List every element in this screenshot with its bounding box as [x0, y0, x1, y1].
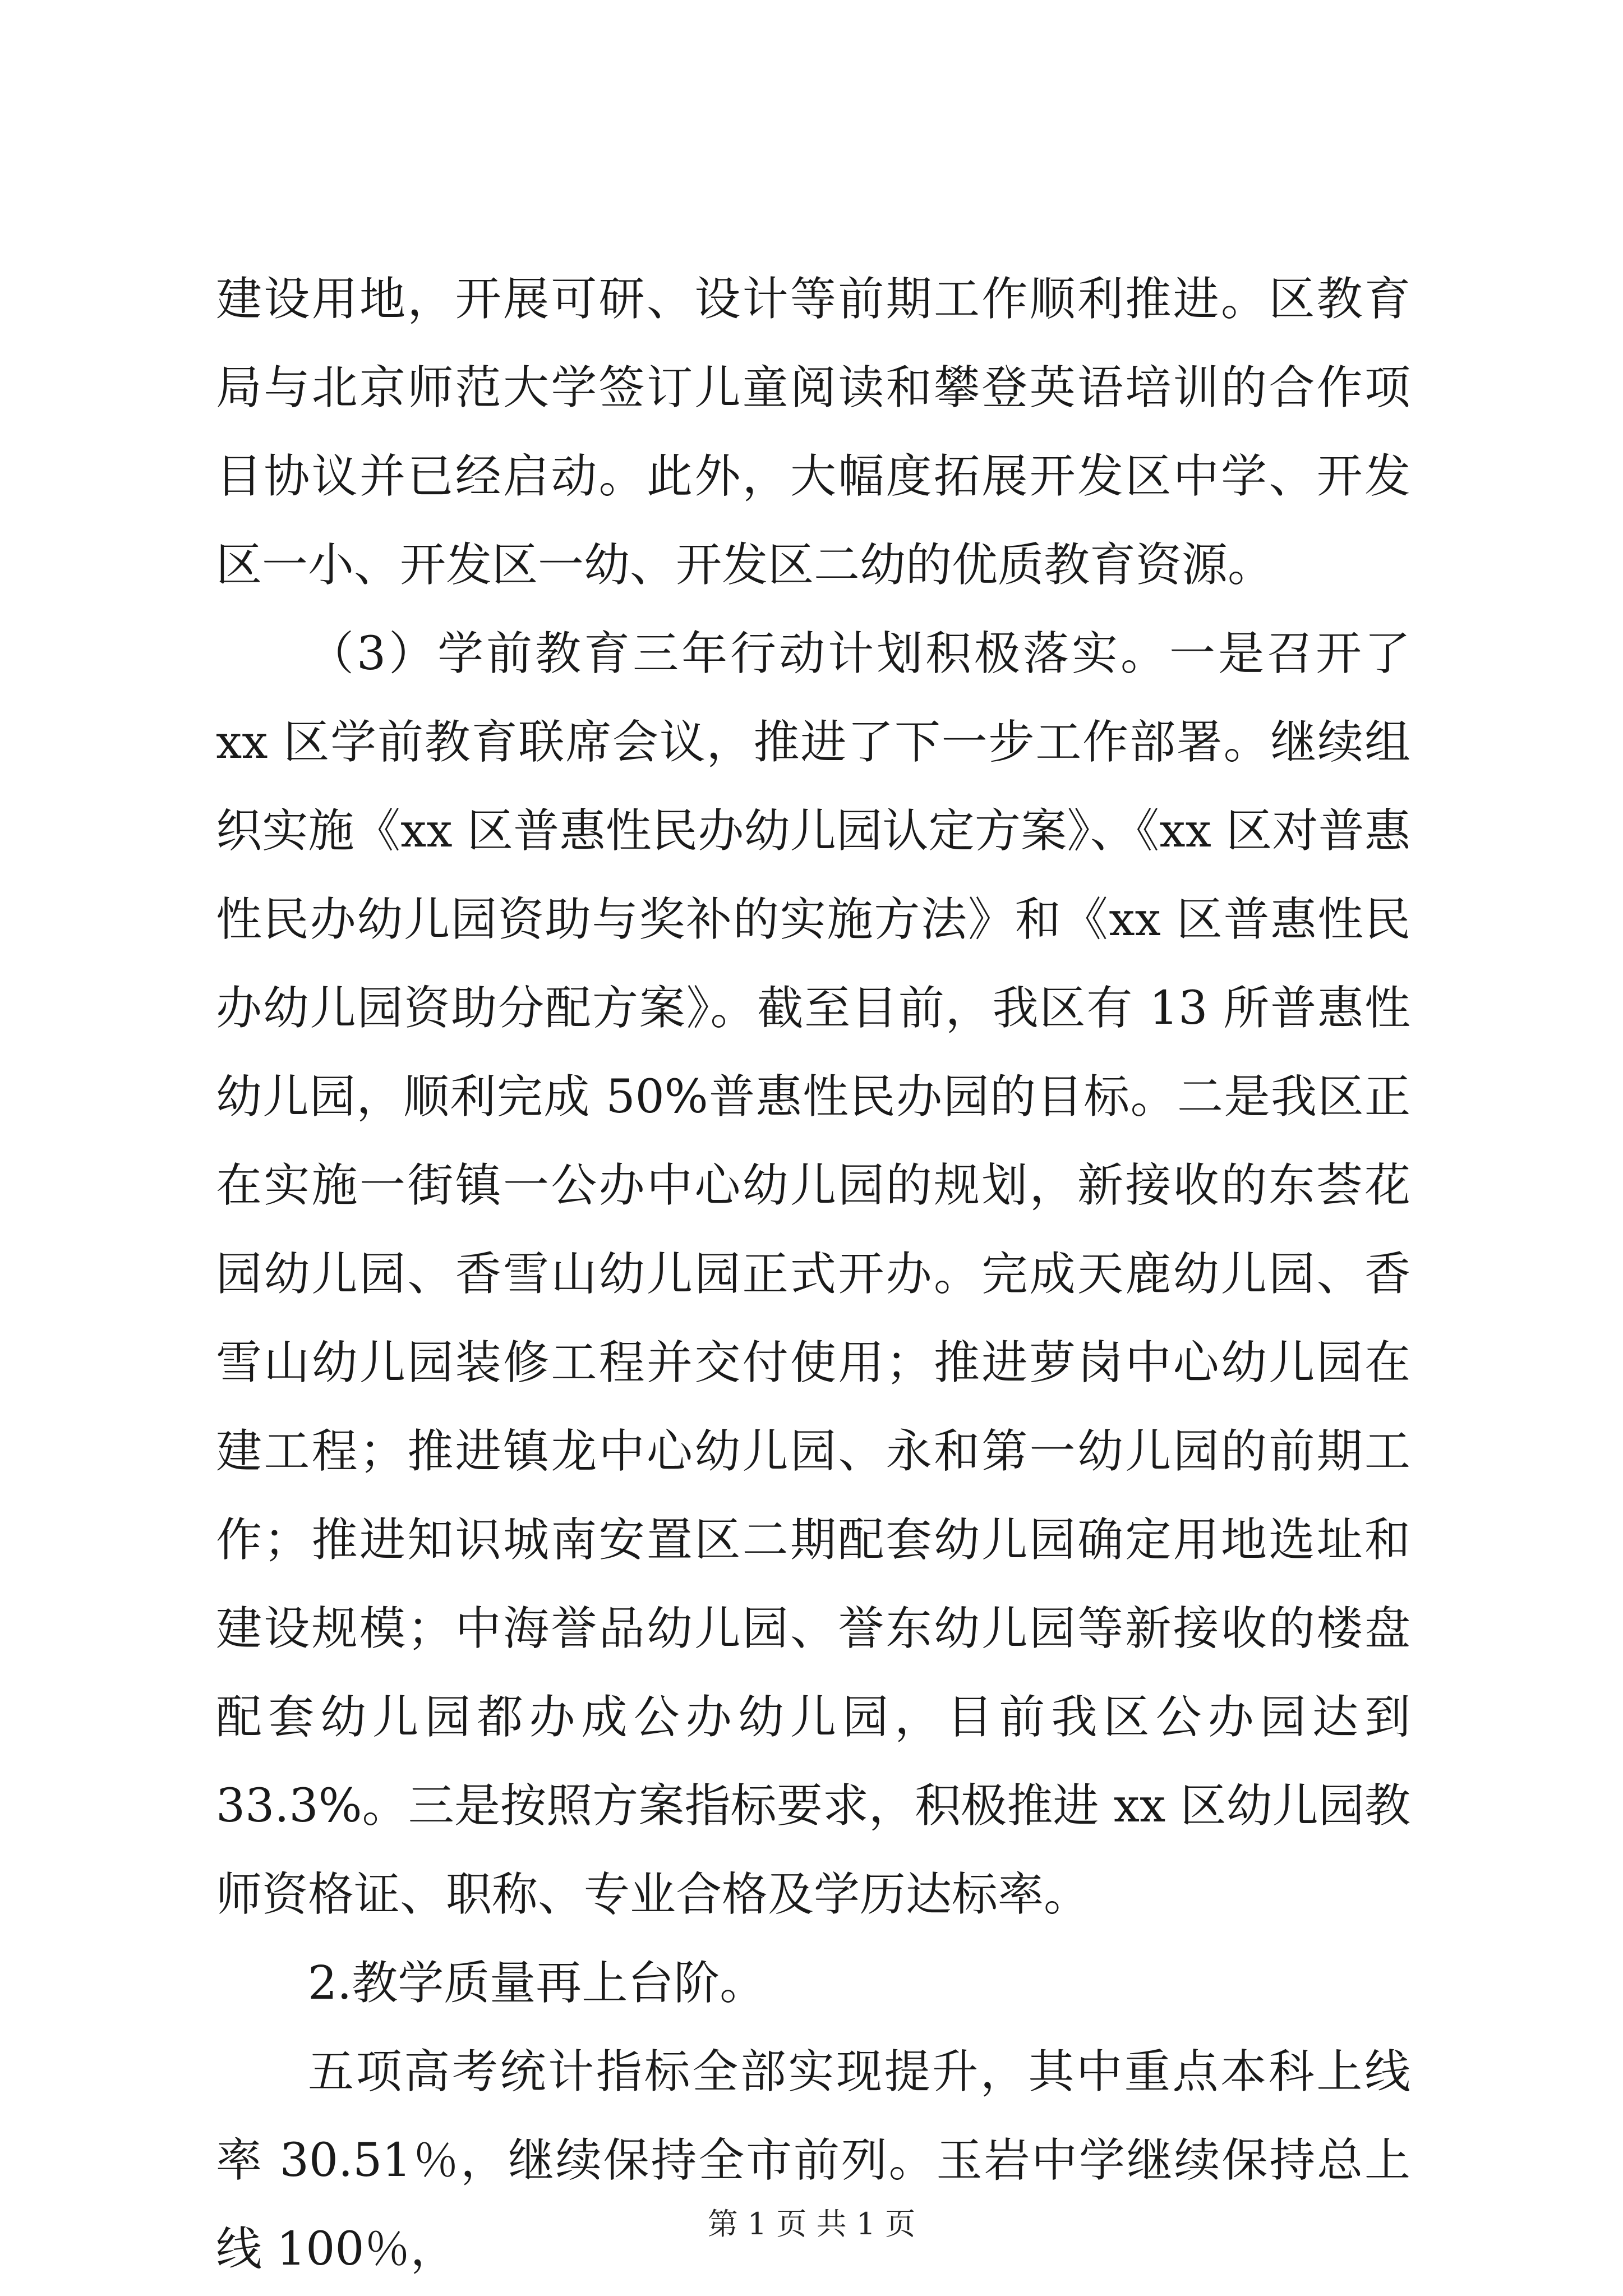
paragraph-preschool-plan: （3）学前教育三年行动计划积极落实。一是召开了 xx 区学前教育联席会议，推进了下一步工作部署。继续组织实施《xx 区普惠性民办幼儿园认定方案》、《xx 区对普惠性民办幼儿园资助与奖补的实施方法》和《xx 区普惠性民办幼儿园资助分配方案》。截至目前，我区有 13 所普惠性幼儿园，顺利完成 50%普惠性民办园的目标。二是我区正在实施一街镇一公办中心幼儿园的规划，新接收的东荟花园幼儿园、香雪山幼儿园正式开办。完成天鹿幼儿园、香雪山幼儿园装修工程并交付使用；推进萝岗中心幼儿园在建工程；推进镇龙中心幼儿园、永和第一幼儿园的前期工作；推进知识城南安置区二期配套幼儿园确定用地选址和建设规模；中海誉品幼儿园、誉东幼儿园等新接收的楼盘配套幼儿园都办成公办幼儿园，目前我区公办园达到 33.3%。三是按照方案指标要求，积极推进 xx 区幼儿园教师资格证、职称、专业合格及学历达标率。 [216, 627, 1410, 1921]
paragraph-continuation: 建设用地，开展可研、设计等前期工作顺利推进。区教育局与北京师范大学签订儿童阅读和攀登英语培训的合作项目协议并已经启动。此外，大幅度拓展开发区中学、开发区一小、开发区一幼、开发区二幼的优质教育资源。 [216, 273, 1410, 592]
section-heading-teaching-quality: 2.教学质量再上台阶。 [308, 1957, 766, 2010]
page-footer: 第 1 页 共 1 页 [707, 2206, 916, 2242]
paragraph-exam-statistics: 五项高考统计指标全部实现提升，其中重点本科上线率 30.51％，继续保持全市前列。玉岩中学继续保持总上线 100％， [216, 2045, 1410, 2276]
document-body [216, 255, 1410, 2294]
